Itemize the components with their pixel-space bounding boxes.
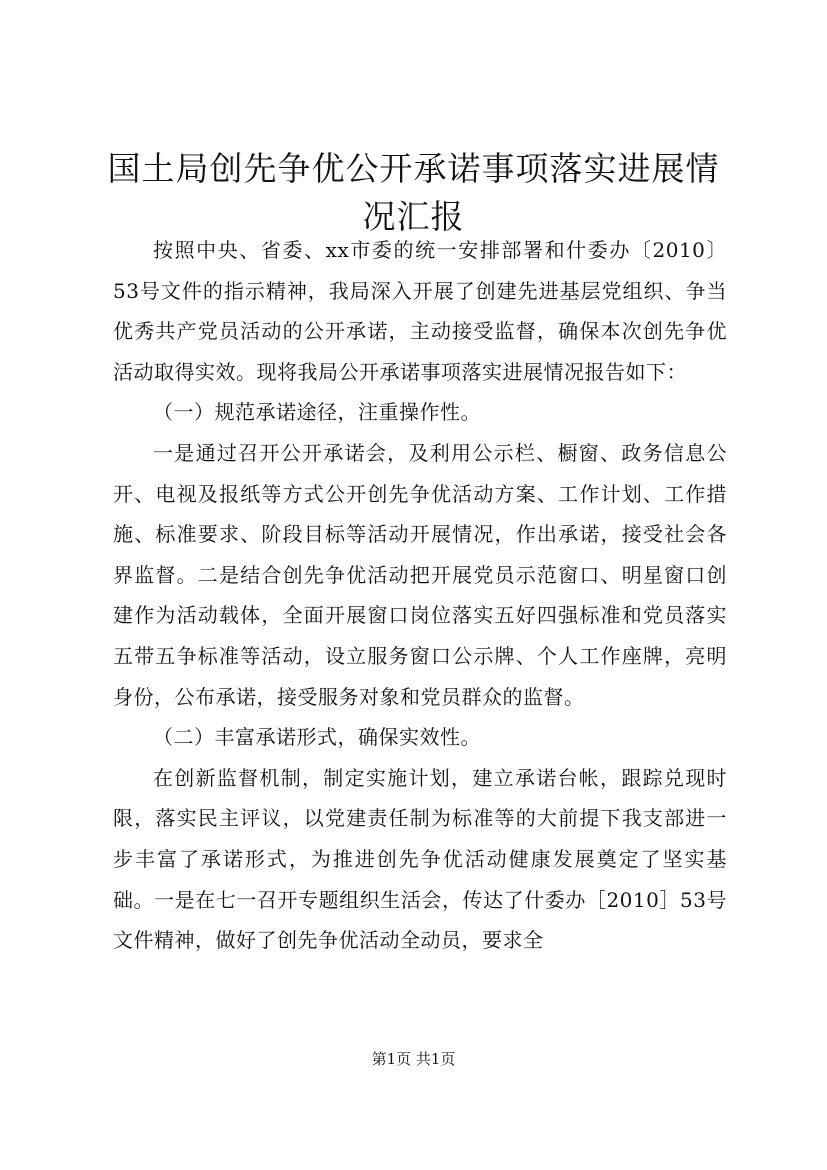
section-heading-1: （一）规范承诺途径，注重操作性。 [153,400,481,425]
paragraph-intro: 按照中央、省委、xx市委的统一安排部署和什委办〔2010〕53号文件的指示精神，我局深入开展了创建先进基层党组织、争当优秀共产党员活动的公开承诺，主动接受监督，确保本次创先争优活动取得实效。现将我局公开承诺事项落实进展情况报告如下： [113,238,727,384]
paragraph-section-2: 在创新监督机制，制定实施计划，建立承诺台帐，跟踪兑现时限，落实民主评议，以党建责任制为标准等的大前提下我支部进一步丰富了承诺形式，为推进创先争优活动健康发展奠定了坚实基础。一是在七一召开专题组织生活会，传达了什委办［2010］53号文件精神，做好了创先争优活动全动员，要求全 [113,765,727,953]
document-title: 国土局创先争优公开承诺事项落实进展情况汇报 [107,149,720,236]
document-body [113,230,727,961]
section-heading-2: （二）丰富承诺形式，确保实效性。 [153,725,481,750]
page-footer: 第1页 共1页 [371,1050,456,1068]
paragraph-section-1: 一是通过召开公开承诺会，及利用公示栏、橱窗、政务信息公开、电视及报纸等方式公开创先争优活动方案、工作计划、工作措施、标准要求、阶段目标等活动开展情况，作出承诺，接受社会各界监督。二是结合创先争优活动把开展党员示范窗口、明星窗口创建作为活动载体，全面开展窗口岗位落实五好四强标准和党员落实五带五争标准等活动，设立服务窗口公示牌、个人工作座牌，亮明身份，公布承诺，接受服务对象和党员群众的监督。 [113,440,727,709]
